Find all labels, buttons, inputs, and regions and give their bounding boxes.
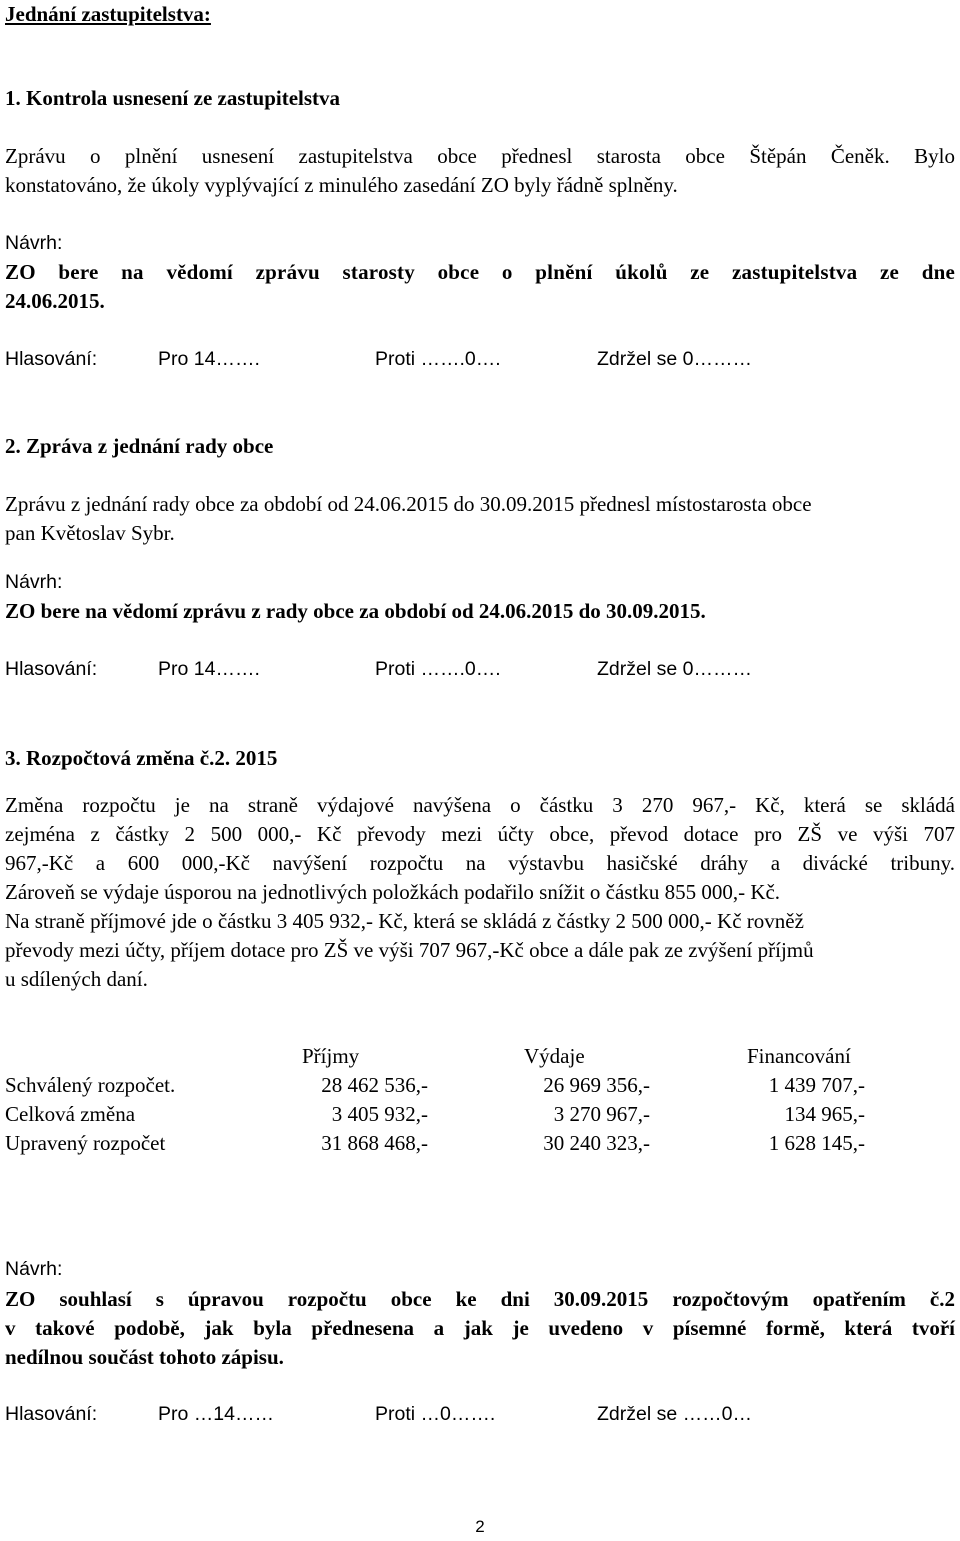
vote-pro: Pro 14……. xyxy=(158,658,260,680)
section-3-paragraph-line-6: převody mezi účty, příjem dotace pro ZŠ ve výši 707 967,-Kč obce a dále pak ze zvýšení příjmů xyxy=(5,938,814,962)
vote-zdrzel: Zdržel se ……0… xyxy=(597,1403,752,1425)
section-2-paragraph-line-2: pan Květoslav Sybr. xyxy=(5,521,175,545)
vote-label: Hlasování: xyxy=(5,348,98,370)
header-vydaje: Výdaje xyxy=(524,1044,585,1068)
cell-vydaje: 30 240 323,- xyxy=(543,1131,650,1155)
cell-financovani: 1 439 707,- xyxy=(768,1073,865,1097)
cell-vydaje: 26 969 356,- xyxy=(543,1073,650,1097)
vote-label: Hlasování: xyxy=(5,1403,98,1425)
cell-financovani: 134 965,- xyxy=(784,1102,865,1126)
section-3-vote xyxy=(5,1400,955,1429)
section-1-title: 1. Kontrola usnesení ze zastupitelstva xyxy=(5,86,341,110)
vote-zdrzel: Zdržel se 0……… xyxy=(597,348,752,370)
document-heading: Jednání zastupitelstva: xyxy=(5,2,211,26)
budget-table-header xyxy=(5,1042,955,1071)
section-1-navrh-label: Návrh: xyxy=(5,232,63,254)
section-3-navrh-line-1: ZO souhlasí s úpravou rozpočtu obce ke dni 30.09.2015 rozpočtovým opatřením č.2 xyxy=(5,1287,955,1311)
section-3-paragraph-line-5: Na straně příjmové jde o částku 3 405 932,- Kč, která se skládá z částky 2 500 000,- Kč rovněž xyxy=(5,909,804,933)
section-1-paragraph-line-1: Zprávu o plnění usnesení zastupitelstva obce přednesl starosta obce Štěpán Čeněk. Bylo xyxy=(5,144,955,168)
vote-zdrzel: Zdržel se 0……… xyxy=(597,658,752,680)
header-prijmy: Příjmy xyxy=(302,1044,360,1068)
row-label: Celková změna xyxy=(5,1102,136,1126)
cell-prijmy: 31 868 468,- xyxy=(321,1131,428,1155)
section-1-navrh-line-2: 24.06.2015. xyxy=(5,289,105,313)
table-row xyxy=(5,1129,955,1158)
cell-vydaje: 3 270 967,- xyxy=(553,1102,650,1126)
section-3-navrh-label: Návrh: xyxy=(5,1258,63,1280)
table-row xyxy=(5,1071,955,1100)
section-3-navrh-line-3: nedílnou součást tohoto zápisu. xyxy=(5,1345,284,1369)
section-2-paragraph-line-1: Zprávu z jednání rady obce za období od 24.06.2015 do 30.09.2015 přednesl místostarosta obce xyxy=(5,492,812,516)
section-3-paragraph-line-4: Zároveň se výdaje úsporou na jednotlivých položkách podařilo snížit o částku 855 000,- Kč. xyxy=(5,880,781,904)
cell-financovani: 1 628 145,- xyxy=(768,1131,865,1155)
vote-pro: Pro …14…… xyxy=(158,1403,274,1425)
row-label: Schválený rozpočet. xyxy=(5,1073,176,1097)
section-3-paragraph-line-3: 967,-Kč a 600 000,-Kč navýšení rozpočtu na výstavbu hasičské dráhy a divácké tribuny. xyxy=(5,851,955,875)
vote-proti: Proti …….0…. xyxy=(375,348,501,370)
section-2-vote xyxy=(5,655,955,684)
table-row xyxy=(5,1100,955,1129)
section-3-title: 3. Rozpočtová změna č.2. 2015 xyxy=(5,746,278,770)
section-1-paragraph-line-2: konstatováno, že úkoly vyplývající z minulého zasedání ZO byly řádně splněny. xyxy=(5,173,678,197)
vote-proti: Proti …….0…. xyxy=(375,658,501,680)
cell-prijmy: 28 462 536,- xyxy=(321,1073,428,1097)
vote-proti: Proti …0……. xyxy=(375,1403,496,1425)
page-number: 2 xyxy=(475,1517,485,1536)
section-1-vote xyxy=(5,345,955,374)
section-2-navrh-label: Návrh: xyxy=(5,571,63,593)
row-label: Upravený rozpočet xyxy=(5,1131,166,1155)
vote-label: Hlasování: xyxy=(5,658,98,680)
cell-prijmy: 3 405 932,- xyxy=(331,1102,428,1126)
section-1-navrh-line-1: ZO bere na vědomí zprávu starosty obce o plnění úkolů ze zastupitelstva ze dne xyxy=(5,260,955,284)
section-3-navrh-line-2: v takové podobě, jak byla přednesena a jak je uvedeno v písemné formě, která tvoří xyxy=(5,1316,955,1340)
section-2-title: 2. Zpráva z jednání rady obce xyxy=(5,434,274,458)
section-2-navrh-line-1: ZO bere na vědomí zprávu z rady obce za období od 24.06.2015 do 30.09.2015. xyxy=(5,599,706,623)
section-3-paragraph-line-7: u sdílených daní. xyxy=(5,967,148,991)
section-3-paragraph-line-2: zejména z částky 2 500 000,- Kč převody mezi účty obce, převod dotace pro ZŠ ve výši 707 xyxy=(5,822,955,846)
vote-pro: Pro 14……. xyxy=(158,348,260,370)
header-financovani: Financování xyxy=(747,1044,851,1068)
section-3-paragraph-line-1: Změna rozpočtu je na straně výdajové navýšena o částku 3 270 967,- Kč, která se skládá xyxy=(5,793,955,817)
